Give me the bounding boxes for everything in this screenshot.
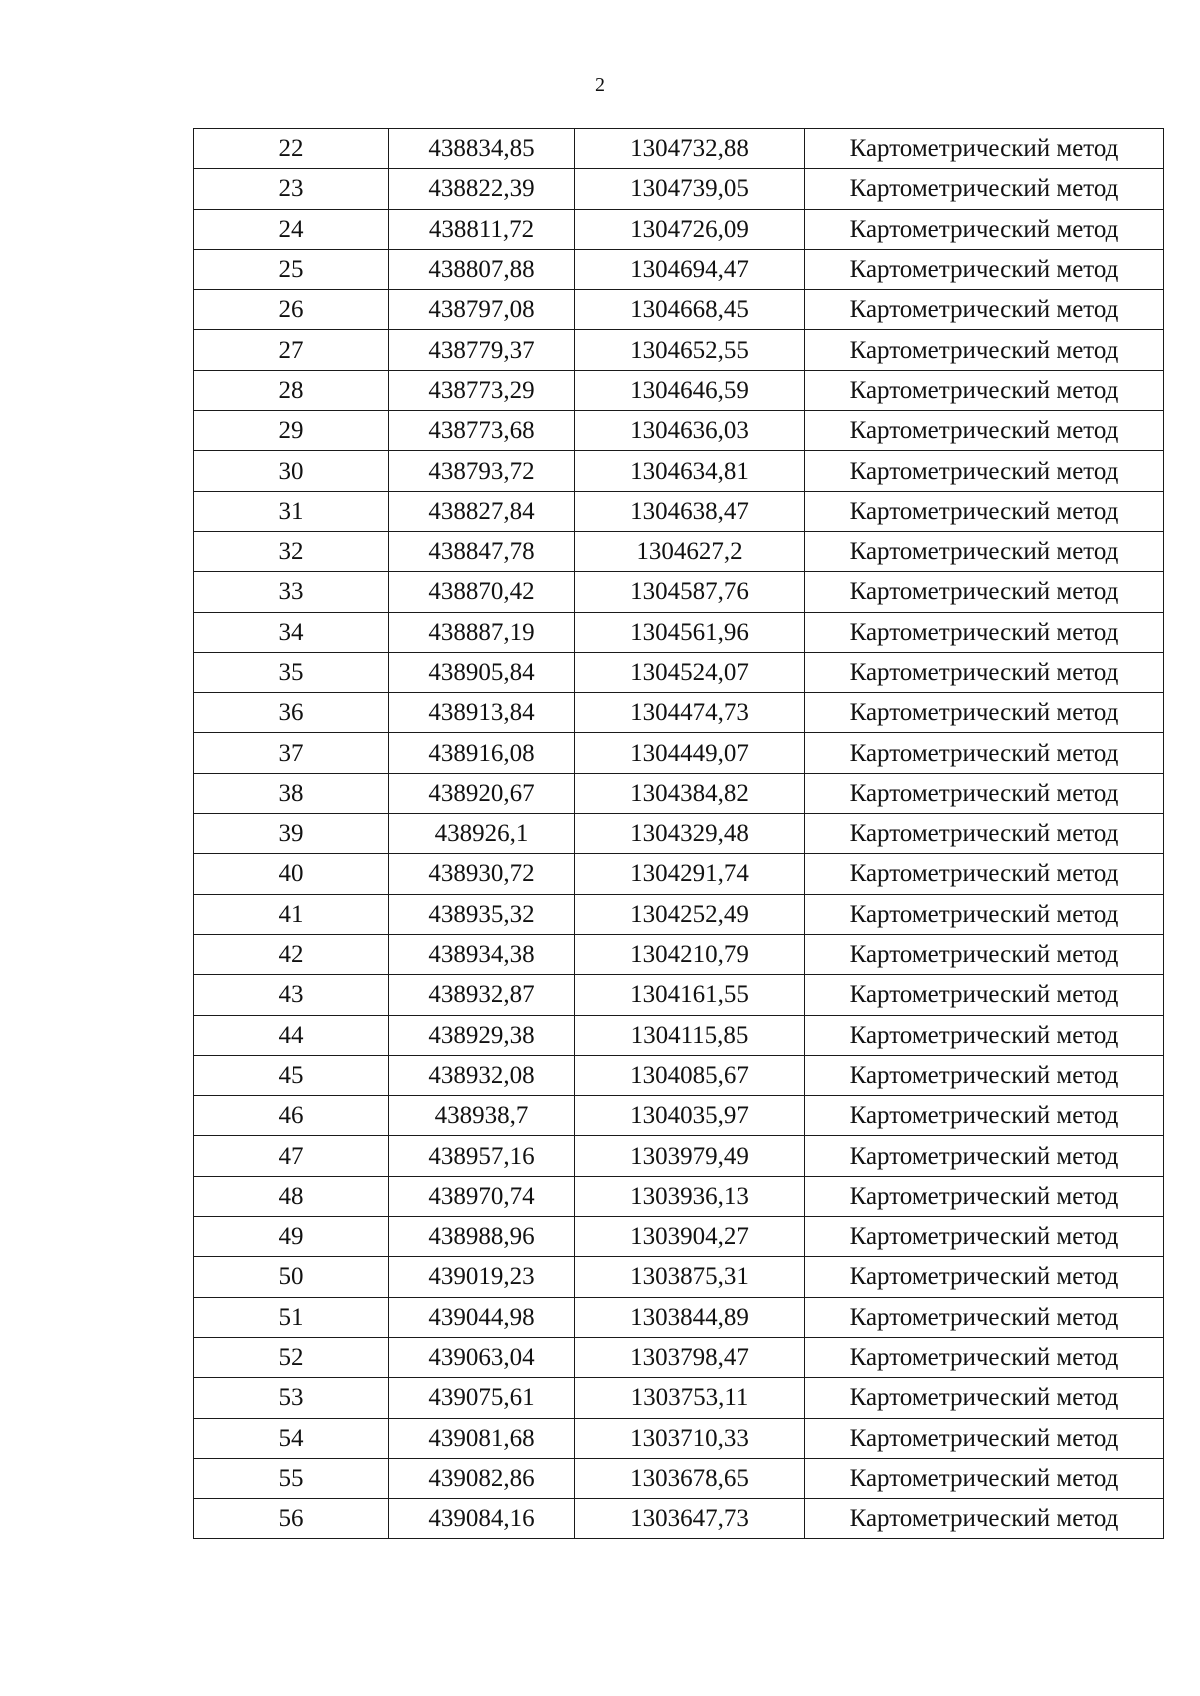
x-coordinate-cell: 439044,98	[389, 1297, 575, 1337]
y-coordinate-cell: 1304474,73	[575, 693, 805, 733]
y-coordinate-cell: 1303753,11	[575, 1378, 805, 1418]
table-row	[194, 411, 1164, 451]
x-coordinate-cell: 438773,68	[389, 411, 575, 451]
point-number-cell: 27	[194, 330, 389, 370]
method-cell: Картометрический метод	[805, 1297, 1164, 1337]
method-cell: Картометрический метод	[805, 1418, 1164, 1458]
table-row	[194, 249, 1164, 289]
method-cell: Картометрический метод	[805, 652, 1164, 692]
point-number-cell: 34	[194, 612, 389, 652]
table-row	[194, 129, 1164, 169]
point-number-cell: 32	[194, 531, 389, 571]
table-row	[194, 773, 1164, 813]
y-coordinate-cell: 1304291,74	[575, 854, 805, 894]
table-row	[194, 1217, 1164, 1257]
y-coordinate-cell: 1304668,45	[575, 290, 805, 330]
point-number-cell: 43	[194, 975, 389, 1015]
table-row	[194, 1378, 1164, 1418]
table-row	[194, 1337, 1164, 1377]
point-number-cell: 31	[194, 491, 389, 531]
y-coordinate-cell: 1304329,48	[575, 814, 805, 854]
point-number-cell: 41	[194, 894, 389, 934]
x-coordinate-cell: 438773,29	[389, 370, 575, 410]
method-cell: Картометрический метод	[805, 1337, 1164, 1377]
x-coordinate-cell: 438807,88	[389, 249, 575, 289]
x-coordinate-cell: 438834,85	[389, 129, 575, 169]
x-coordinate-cell: 439082,86	[389, 1458, 575, 1498]
page-number: 2	[595, 74, 605, 96]
point-number-cell: 49	[194, 1217, 389, 1257]
y-coordinate-cell: 1304035,97	[575, 1096, 805, 1136]
table-row	[194, 1499, 1164, 1539]
x-coordinate-cell: 439075,61	[389, 1378, 575, 1418]
point-number-cell: 55	[194, 1458, 389, 1498]
table-row	[194, 1055, 1164, 1095]
point-number-cell: 33	[194, 572, 389, 612]
table-row	[194, 652, 1164, 692]
x-coordinate-cell: 438913,84	[389, 693, 575, 733]
y-coordinate-cell: 1304161,55	[575, 975, 805, 1015]
table-row	[194, 1458, 1164, 1498]
x-coordinate-cell: 438935,32	[389, 894, 575, 934]
point-number-cell: 36	[194, 693, 389, 733]
x-coordinate-cell: 438779,37	[389, 330, 575, 370]
x-coordinate-cell: 438793,72	[389, 451, 575, 491]
method-cell: Картометрический метод	[805, 1015, 1164, 1055]
method-cell: Картометрический метод	[805, 129, 1164, 169]
method-cell: Картометрический метод	[805, 693, 1164, 733]
point-number-cell: 24	[194, 209, 389, 249]
point-number-cell: 53	[194, 1378, 389, 1418]
method-cell: Картометрический метод	[805, 975, 1164, 1015]
table-row	[194, 572, 1164, 612]
point-number-cell: 47	[194, 1136, 389, 1176]
y-coordinate-cell: 1303844,89	[575, 1297, 805, 1337]
y-coordinate-cell: 1303904,27	[575, 1217, 805, 1257]
point-number-cell: 44	[194, 1015, 389, 1055]
y-coordinate-cell: 1303875,31	[575, 1257, 805, 1297]
point-number-cell: 28	[194, 370, 389, 410]
point-number-cell: 22	[194, 129, 389, 169]
point-number-cell: 52	[194, 1337, 389, 1377]
table-row	[194, 612, 1164, 652]
point-number-cell: 23	[194, 169, 389, 209]
y-coordinate-cell: 1303710,33	[575, 1418, 805, 1458]
table-row	[194, 491, 1164, 531]
method-cell: Картометрический метод	[805, 1458, 1164, 1498]
method-cell: Картометрический метод	[805, 572, 1164, 612]
coordinates-table	[193, 128, 1164, 1539]
y-coordinate-cell: 1304694,47	[575, 249, 805, 289]
method-cell: Картометрический метод	[805, 612, 1164, 652]
method-cell: Картометрический метод	[805, 290, 1164, 330]
y-coordinate-cell: 1304646,59	[575, 370, 805, 410]
y-coordinate-cell: 1304524,07	[575, 652, 805, 692]
method-cell: Картометрический метод	[805, 1257, 1164, 1297]
y-coordinate-cell: 1304732,88	[575, 129, 805, 169]
point-number-cell: 45	[194, 1055, 389, 1095]
x-coordinate-cell: 438938,7	[389, 1096, 575, 1136]
table-row	[194, 1096, 1164, 1136]
x-coordinate-cell: 438932,08	[389, 1055, 575, 1095]
table-row	[194, 1297, 1164, 1337]
method-cell: Картометрический метод	[805, 773, 1164, 813]
y-coordinate-cell: 1303936,13	[575, 1176, 805, 1216]
method-cell: Картометрический метод	[805, 169, 1164, 209]
method-cell: Картометрический метод	[805, 531, 1164, 571]
y-coordinate-cell: 1303647,73	[575, 1499, 805, 1539]
x-coordinate-cell: 438920,67	[389, 773, 575, 813]
table-row	[194, 1418, 1164, 1458]
point-number-cell: 54	[194, 1418, 389, 1458]
method-cell: Картометрический метод	[805, 814, 1164, 854]
method-cell: Картометрический метод	[805, 451, 1164, 491]
point-number-cell: 50	[194, 1257, 389, 1297]
table-row	[194, 1257, 1164, 1297]
method-cell: Картометрический метод	[805, 1378, 1164, 1418]
table-row	[194, 814, 1164, 854]
table-row	[194, 209, 1164, 249]
y-coordinate-cell: 1304587,76	[575, 572, 805, 612]
point-number-cell: 26	[194, 290, 389, 330]
point-number-cell: 35	[194, 652, 389, 692]
table-row	[194, 894, 1164, 934]
y-coordinate-cell: 1304627,2	[575, 531, 805, 571]
y-coordinate-cell: 1304726,09	[575, 209, 805, 249]
point-number-cell: 39	[194, 814, 389, 854]
x-coordinate-cell: 438827,84	[389, 491, 575, 531]
table-row	[194, 531, 1164, 571]
table-row	[194, 330, 1164, 370]
y-coordinate-cell: 1304210,79	[575, 934, 805, 974]
y-coordinate-cell: 1304739,05	[575, 169, 805, 209]
y-coordinate-cell: 1304652,55	[575, 330, 805, 370]
y-coordinate-cell: 1303798,47	[575, 1337, 805, 1377]
table-body	[194, 129, 1164, 1539]
y-coordinate-cell: 1304252,49	[575, 894, 805, 934]
point-number-cell: 48	[194, 1176, 389, 1216]
method-cell: Картометрический метод	[805, 1096, 1164, 1136]
x-coordinate-cell: 438929,38	[389, 1015, 575, 1055]
table-row	[194, 370, 1164, 410]
x-coordinate-cell: 438797,08	[389, 290, 575, 330]
method-cell: Картометрический метод	[805, 1136, 1164, 1176]
method-cell: Картометрический метод	[805, 894, 1164, 934]
point-number-cell: 30	[194, 451, 389, 491]
y-coordinate-cell: 1304085,67	[575, 1055, 805, 1095]
point-number-cell: 29	[194, 411, 389, 451]
table-row	[194, 975, 1164, 1015]
x-coordinate-cell: 439084,16	[389, 1499, 575, 1539]
point-number-cell: 37	[194, 733, 389, 773]
x-coordinate-cell: 438916,08	[389, 733, 575, 773]
x-coordinate-cell: 438934,38	[389, 934, 575, 974]
x-coordinate-cell: 438847,78	[389, 531, 575, 571]
table-row	[194, 934, 1164, 974]
method-cell: Картометрический метод	[805, 1217, 1164, 1257]
point-number-cell: 46	[194, 1096, 389, 1136]
method-cell: Картометрический метод	[805, 854, 1164, 894]
x-coordinate-cell: 438988,96	[389, 1217, 575, 1257]
point-number-cell: 40	[194, 854, 389, 894]
y-coordinate-cell: 1304115,85	[575, 1015, 805, 1055]
y-coordinate-cell: 1304449,07	[575, 733, 805, 773]
method-cell: Картометрический метод	[805, 733, 1164, 773]
x-coordinate-cell: 438930,72	[389, 854, 575, 894]
table-row	[194, 1176, 1164, 1216]
point-number-cell: 56	[194, 1499, 389, 1539]
x-coordinate-cell: 439063,04	[389, 1337, 575, 1377]
method-cell: Картометрический метод	[805, 1055, 1164, 1095]
table-row	[194, 854, 1164, 894]
x-coordinate-cell: 438811,72	[389, 209, 575, 249]
x-coordinate-cell: 438970,74	[389, 1176, 575, 1216]
method-cell: Картометрический метод	[805, 1176, 1164, 1216]
x-coordinate-cell: 438887,19	[389, 612, 575, 652]
method-cell: Картометрический метод	[805, 491, 1164, 531]
y-coordinate-cell: 1304638,47	[575, 491, 805, 531]
point-number-cell: 25	[194, 249, 389, 289]
point-number-cell: 38	[194, 773, 389, 813]
table-row	[194, 693, 1164, 733]
method-cell: Картометрический метод	[805, 370, 1164, 410]
table-row	[194, 451, 1164, 491]
method-cell: Картометрический метод	[805, 249, 1164, 289]
method-cell: Картометрический метод	[805, 411, 1164, 451]
point-number-cell: 42	[194, 934, 389, 974]
y-coordinate-cell: 1303979,49	[575, 1136, 805, 1176]
x-coordinate-cell: 438822,39	[389, 169, 575, 209]
x-coordinate-cell: 438905,84	[389, 652, 575, 692]
method-cell: Картометрический метод	[805, 209, 1164, 249]
y-coordinate-cell: 1304634,81	[575, 451, 805, 491]
y-coordinate-cell: 1304636,03	[575, 411, 805, 451]
point-number-cell: 51	[194, 1297, 389, 1337]
y-coordinate-cell: 1304561,96	[575, 612, 805, 652]
method-cell: Картометрический метод	[805, 934, 1164, 974]
x-coordinate-cell: 438870,42	[389, 572, 575, 612]
x-coordinate-cell: 438932,87	[389, 975, 575, 1015]
method-cell: Картометрический метод	[805, 1499, 1164, 1539]
x-coordinate-cell: 438926,1	[389, 814, 575, 854]
table-row	[194, 733, 1164, 773]
y-coordinate-cell: 1303678,65	[575, 1458, 805, 1498]
method-cell: Картометрический метод	[805, 330, 1164, 370]
table-row	[194, 290, 1164, 330]
x-coordinate-cell: 438957,16	[389, 1136, 575, 1176]
table-row	[194, 169, 1164, 209]
table-row	[194, 1136, 1164, 1176]
x-coordinate-cell: 439019,23	[389, 1257, 575, 1297]
x-coordinate-cell: 439081,68	[389, 1418, 575, 1458]
table-row	[194, 1015, 1164, 1055]
y-coordinate-cell: 1304384,82	[575, 773, 805, 813]
